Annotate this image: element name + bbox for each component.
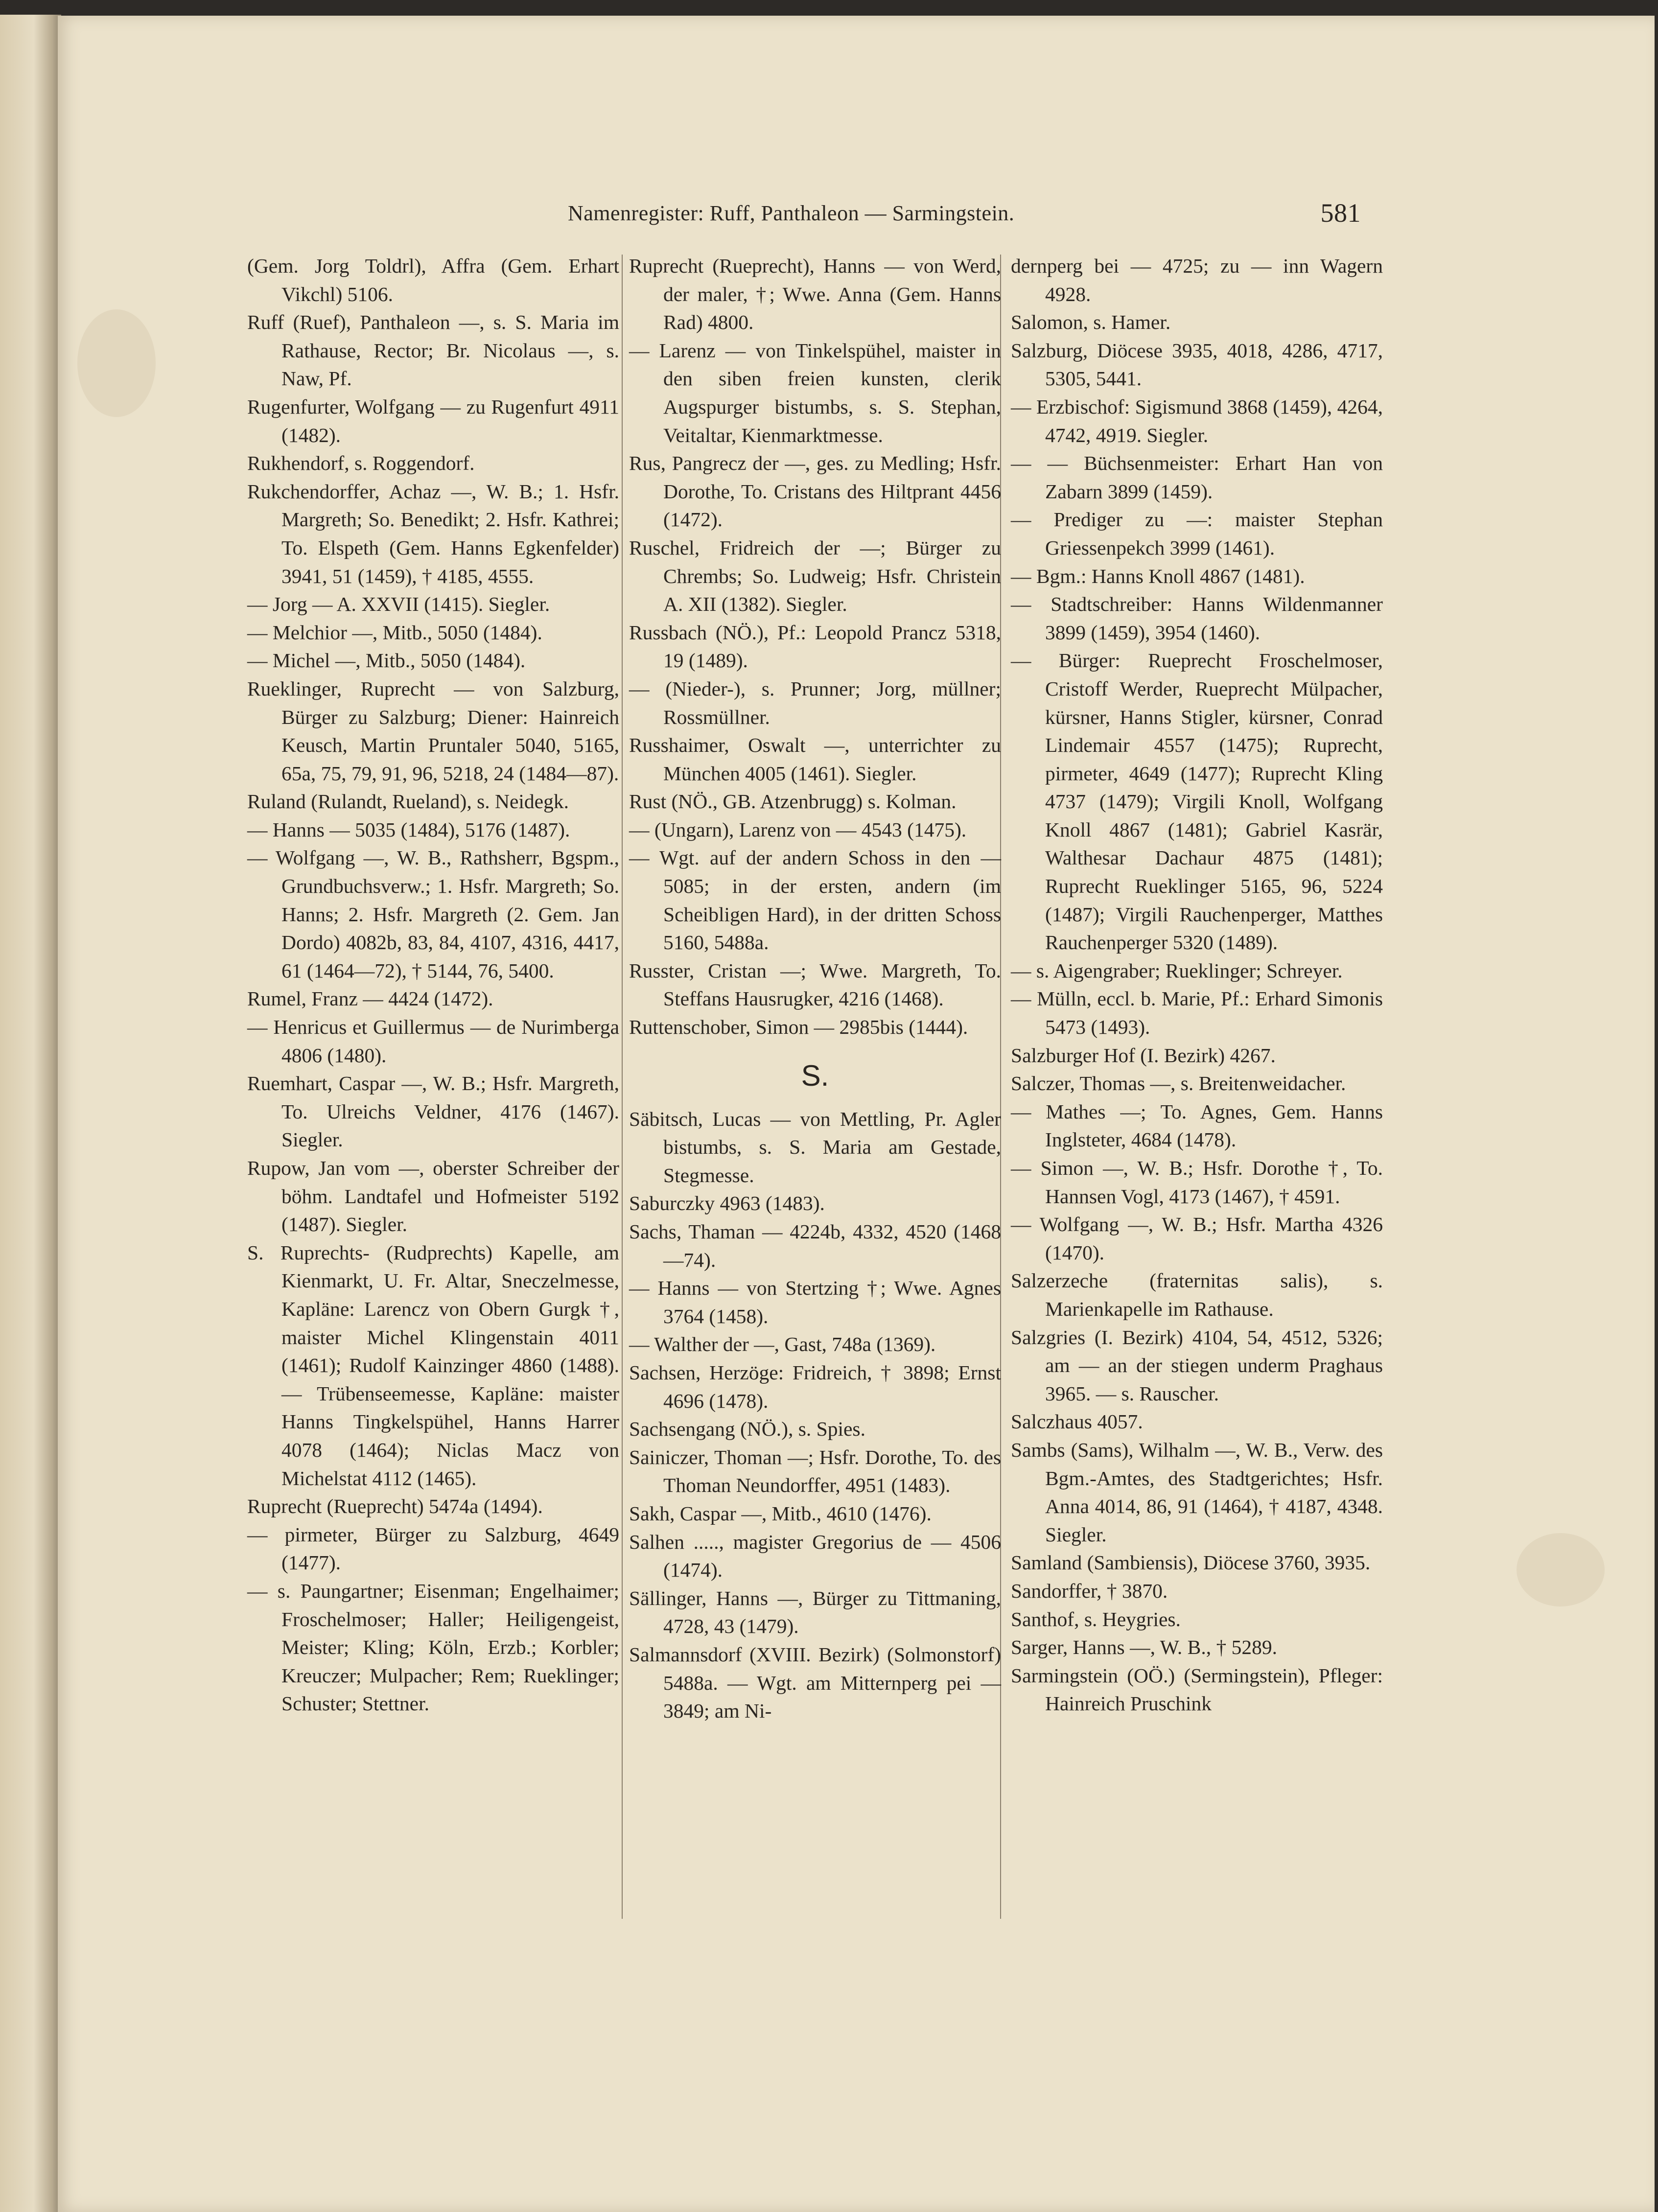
- index-entry: — s. Paungartner; Eisenman; Engelhaimer; Froschelmoser; Haller; Heiligengeist, Meister; Kling; Köln, Erzb.; Korbler; Kreuczer; Mulpacher; Rem; Rueklinger; Schuster; Stettner.: [247, 1579, 619, 1715]
- index-entry: Sarger, Hanns —, W. B., † 5289.: [1011, 1636, 1277, 1659]
- index-entry: Santhof, s. Heygries.: [1011, 1607, 1181, 1630]
- index-entry: — Larenz — von Tinkelspühel, maister in den siben freien kunsten, clerik Augspurger bistumbs, s. S. Stephan, Veitaltar, Kienmarktmesse.: [629, 339, 1001, 446]
- index-entry: Rust (NÖ., GB. Atzenbrugg) s. Kolman.: [629, 790, 957, 813]
- index-entry: — s. Aigengraber; Rueklinger; Schreyer.: [1011, 959, 1343, 982]
- section-letter: S.: [801, 1059, 829, 1092]
- index-entry: — Wgt. auf der andern Schoss in den — 5085; in der ersten, andern (im Scheibligen Hard), in der dritten Schoss 5160, 5488a.: [629, 846, 1001, 954]
- index-entry: — (Nieder-), s. Prunner; Jorg, müllner; Rossmüllner.: [629, 677, 1001, 728]
- index-entry: Salczhaus 4057.: [1011, 1410, 1143, 1433]
- index-entry: Ruprecht (Rueprecht), Hanns — von Werd, der maler, †; Wwe. Anna (Gem. Hanns Rad) 4800.: [629, 255, 1001, 334]
- index-entry: Salzgries (I. Bezirk) 4104, 54, 4512, 5326; am — an der stiegen underm Praghaus 3965. — s. Rauscher.: [1011, 1326, 1383, 1405]
- index-entry: — Wolfgang —, W. B.; Hsfr. Martha 4326 (1470).: [1011, 1213, 1383, 1264]
- index-entry: (Gem. Jorg Toldrl), Affra (Gem. Erhart Vikchl) 5106.: [247, 255, 619, 305]
- index-entry: — Melchior —, Mitb., 5050 (1484).: [247, 621, 542, 644]
- index-entry: — pirmeter, Bürger zu Salzburg, 4649 (1477).: [247, 1523, 619, 1574]
- page-number: 581: [1320, 198, 1361, 228]
- index-entry: Salomon, s. Hamer.: [1011, 311, 1171, 334]
- index-entry: Rugenfurter, Wolfgang — zu Rugenfurt 4911 (1482).: [247, 395, 619, 446]
- index-entry: Salzburger Hof (I. Bezirk) 4267.: [1011, 1044, 1276, 1067]
- index-column-2: [629, 252, 1001, 1725]
- index-entry: — Prediger zu —: maister Stephan Griessenpekch 3999 (1461).: [1011, 508, 1383, 559]
- index-entry: Russhaimer, Oswalt —, unterrichter zu München 4005 (1461). Siegler.: [629, 734, 1001, 785]
- running-header: [568, 198, 1361, 235]
- paper-stain: [1517, 1533, 1605, 1607]
- index-entry: — Henricus et Guillermus — de Nurimberga 4806 (1480).: [247, 1016, 619, 1067]
- index-entry: — Hanns — von Stertzing †; Wwe. Agnes 3764 (1458).: [629, 1277, 1001, 1327]
- index-entry: Salzburg, Diöcese 3935, 4018, 4286, 4717, 5305, 5441.: [1011, 339, 1383, 390]
- index-entry: — Michel —, Mitb., 5050 (1484).: [247, 649, 526, 672]
- index-entry: S. Ruprechts- (Rudprechts) Kapelle, am Kienmarkt, U. Fr. Altar, Sneczelmesse, Kapläne: Larencz von Obern Gurgk †, maister Michel Klingenstain 4011 (1461); Rudolf Kainzinger 4860 (1488). — Trübenseemesse, Kapläne: maister Hanns Tingkelspühel, Hanns Harrer 4078 (1464); Niclas Macz von Michelstat 4112 (1465).: [247, 1241, 619, 1490]
- header-title: Namenregister: Ruff, Panthaleon — Sarmingstein.: [568, 201, 1015, 225]
- index-entry: — (Ungarn), Larenz von — 4543 (1475).: [629, 818, 967, 841]
- index-entry: — Wolfgang —, W. B., Rathsherr, Bgspm., Grundbuchsverw.; 1. Hsfr. Margreth; So. Hanns; 2. Hsfr. Margreth (2. Gem. Jan Dordo) 4082b, 83, 84, 4107, 4316, 4417, 61 (1464—72), † 5144, 76, 5400.: [247, 846, 619, 982]
- index-entry: — Mathes —; To. Agnes, Gem. Hanns Inglsteter, 4684 (1478).: [1011, 1100, 1383, 1151]
- index-entry: Salzerzeche (fraternitas salis), s. Marienkapelle im Rathause.: [1011, 1269, 1383, 1320]
- index-entry: Ruprecht (Rueprecht) 5474a (1494).: [247, 1495, 543, 1518]
- index-entry: Salmannsdorf (XVIII. Bezirk) (Solmonstorf) 5488a. — Wgt. am Mitternperg pei — 3849; am Ni-: [629, 1643, 1001, 1723]
- index-entry: Salczer, Thomas —, s. Breitenweidacher.: [1011, 1072, 1346, 1095]
- index-entry: Ruland (Rulandt, Rueland), s. Neidegk.: [247, 790, 569, 813]
- index-entry: — Hanns — 5035 (1484), 5176 (1487).: [247, 818, 570, 841]
- index-entry: — Bgm.: Hanns Knoll 4867 (1481).: [1011, 564, 1305, 587]
- paper-stain: [77, 309, 156, 417]
- index-entry: — Jorg — A. XXVII (1415). Siegler.: [247, 593, 550, 616]
- index-column-2-part-b: [629, 1105, 1001, 1725]
- index-entry: Ruschel, Fridreich der —; Bürger zu Chrembs; So. Ludweig; Hsfr. Christein A. XII (1382). Siegler.: [629, 536, 1001, 616]
- index-entry: Sakh, Caspar —, Mitb., 4610 (1476).: [629, 1502, 932, 1525]
- index-entry: Saburczky 4963 (1483).: [629, 1192, 825, 1215]
- index-entry: Rukchendorffer, Achaz —, W. B.; 1. Hsfr. Margreth; So. Benedikt; 2. Hsfr. Kathrei; To. Elspeth (Gem. Hanns Egkenfelder) 3941, 51 (1459), † 4185, 4555.: [247, 480, 619, 587]
- index-entry: Säbitsch, Lucas — von Mettling, Pr. Agler bistumbs, s. S. Maria am Gestade, Stegmesse.: [629, 1107, 1001, 1187]
- index-entry: Sachsengang (NÖ.), s. Spies.: [629, 1418, 865, 1441]
- index-entry: — Bürger: Rueprecht Froschelmoser, Cristoff Werder, Rueprecht Mülpacher, kürsner, Hanns Stigler, kürsner, Conrad Lindemair 4557 (1475); Ruprecht, pirmeter, 4649 (1477); Ruprecht Kling 4737 (1479); Virgili Knoll, Wolfgang Knoll 4867 (1481); Gabriel Kasrär, Walthesar Dachaur 4875 (1481); Ruprecht Rueklinger 5165, 96, 5224 (1487); Virgili Rauchenperger, Matthes Rauchenperger 5320 (1489).: [1011, 649, 1383, 954]
- index-entry: Salhen ....., magister Gregorius de — 4506 (1474).: [629, 1530, 1001, 1582]
- index-entry: — Stadtschreiber: Hanns Wildenmanner 3899 (1459), 3954 (1460).: [1011, 593, 1383, 644]
- index-column-3: [1011, 252, 1383, 1718]
- index-entry: Rukhendorf, s. Roggendorf.: [247, 452, 475, 475]
- index-entry: Rupow, Jan vom —, oberster Schreiber der böhm. Landtafel und Hofmeister 5192 (1487). Siegler.: [247, 1157, 619, 1236]
- index-entry: — Erzbischof: Sigismund 3868 (1459), 4264, 4742, 4919. Siegler.: [1011, 395, 1383, 446]
- index-entry: Russter, Cristan —; Wwe. Margreth, To. Steffans Hausrugker, 4216 (1468).: [629, 959, 1001, 1010]
- index-entry: Samland (Sambiensis), Diöcese 3760, 3935.: [1011, 1551, 1371, 1574]
- index-entry: dernperg bei — 4725; zu — inn Wagern 4928.: [1011, 255, 1383, 305]
- index-entry: Rus, Pangrecz der —, ges. zu Medling; Hsfr. Dorothe, To. Cristans des Hiltprant 4456 (1472).: [629, 452, 1001, 531]
- index-entry: Sachsen, Herzöge: Fridreich, † 3898; Ernst 4696 (1478).: [629, 1361, 1001, 1412]
- index-entry: — — Büchsenmeister: Erhart Han von Zabarn 3899 (1459).: [1011, 452, 1383, 503]
- index-entry: Rueklinger, Ruprecht — von Salzburg, Bürger zu Salzburg; Diener: Hainreich Keusch, Martin Pruntaler 5040, 5165, 65a, 75, 79, 91, 96, 5218, 24 (1484—87).: [247, 677, 619, 785]
- index-entry: Sambs (Sams), Wilhalm —, W. B., Verw. des Bgm.-Amtes, des Stadtgerichtes; Hsfr. Anna 4014, 86, 91 (1464), † 4187, 4348. Siegler.: [1011, 1438, 1383, 1546]
- index-column-2-part-a: [629, 252, 1001, 1042]
- index-entry: Ruemhart, Caspar —, W. B.; Hsfr. Margreth, To. Ulreichs Veldner, 4176 (1467). Siegler.: [247, 1072, 619, 1151]
- index-entry: Sachs, Thaman — 4224b, 4332, 4520 (1468—74).: [629, 1220, 1001, 1271]
- index-entry: Ruttenschober, Simon — 2985bis (1444).: [629, 1016, 968, 1039]
- index-entry: — Walther der —, Gast, 748a (1369).: [629, 1333, 936, 1356]
- index-entry: Sarmingstein (OÖ.) (Sermingstein), Pfleger: Hainreich Pruschink: [1011, 1664, 1383, 1715]
- index-entry: Sainiczer, Thoman —; Hsfr. Dorothe, To. des Thoman Neundorffer, 4951 (1483).: [629, 1445, 1001, 1497]
- index-entry: — Mülln, eccl. b. Marie, Pf.: Erhard Simonis 5473 (1493).: [1011, 987, 1383, 1039]
- index-entry: Sällinger, Hanns —, Bürger zu Tittmaning, 4728, 43 (1479).: [629, 1586, 1001, 1638]
- index-entry: Ruff (Ruef), Panthaleon —, s. S. Maria im Rathause, Rector; Br. Nicolaus —, s. Naw, Pf.: [247, 311, 619, 390]
- index-entry: — Simon —, W. B.; Hsfr. Dorothe †, To. Hannsen Vogl, 4173 (1467), † 4591.: [1011, 1157, 1383, 1208]
- column-divider: [622, 255, 623, 1919]
- index-entry: Russbach (NÖ.), Pf.: Leopold Prancz 5318, 19 (1489).: [629, 621, 1001, 672]
- index-column-1: [247, 252, 619, 1718]
- index-entry: Sandorffer, † 3870.: [1011, 1579, 1168, 1602]
- index-entry: Rumel, Franz — 4424 (1472).: [247, 987, 493, 1010]
- book-spine: [0, 15, 61, 2212]
